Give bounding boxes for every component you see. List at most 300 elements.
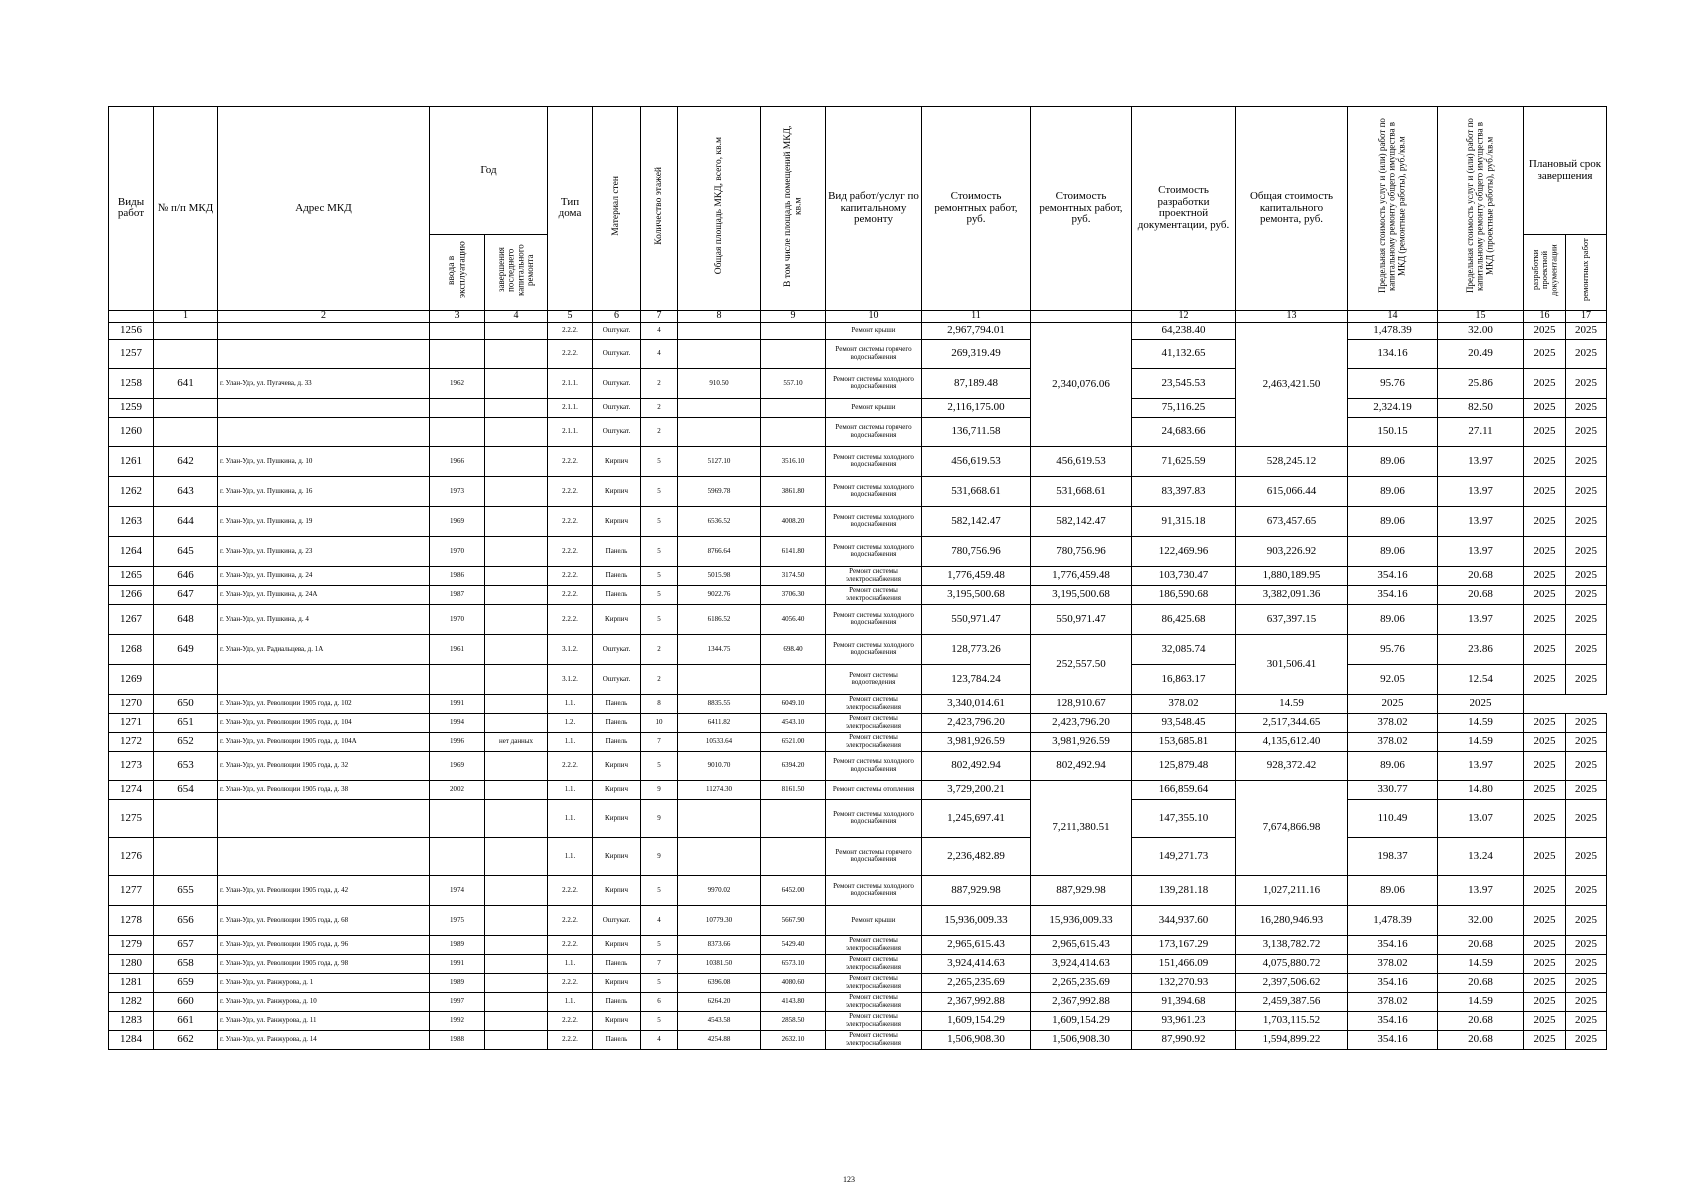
row-repair-cost: 2,116,175.00	[922, 398, 1031, 417]
row-id: 1270	[109, 694, 154, 713]
row-floors: 4	[641, 1030, 678, 1049]
row-id: 1274	[109, 780, 154, 799]
row-project-cost: 166,859.64	[1132, 780, 1236, 799]
row-repair-cost-total: 2,367,992.88	[1031, 992, 1132, 1011]
row-year-built: 1987	[430, 585, 485, 604]
row-project-cost: 64,238.40	[1132, 322, 1236, 339]
row-total-cost: 4,075,880.72	[1236, 954, 1348, 973]
row-house-type: 2.2.2.	[548, 1030, 593, 1049]
row-year-built: 1996	[430, 732, 485, 751]
row-repair-cost-total: 2,965,615.43	[1031, 935, 1132, 954]
row-wall-material: Кирпич	[593, 799, 641, 837]
row-repair-cost: 1,506,908.30	[922, 1030, 1031, 1049]
row-year-repair: 2025	[1566, 417, 1607, 446]
row-id: 1275	[109, 799, 154, 837]
header-planovyi-srok: Плановый срок завершения	[1524, 107, 1607, 235]
row-year-last-repair	[485, 339, 548, 368]
row-address: г. Улан-Удэ, ул. Пушкина, д. 24	[218, 566, 430, 585]
row-house-type: 2.2.2.	[548, 1011, 593, 1030]
row-year-built	[430, 799, 485, 837]
table-row	[109, 973, 1607, 992]
row-repair-cost-total: 1,776,459.48	[1031, 566, 1132, 585]
row-limit-repair: 92.05	[1348, 664, 1438, 694]
row-limit-project: 23.86	[1438, 634, 1524, 664]
row-project-cost: 91,315.18	[1132, 506, 1236, 536]
row-project-cost: 86,425.68	[1132, 604, 1236, 634]
row-total-cost: 3,382,091.36	[1236, 585, 1348, 604]
row-house-type: 2.2.2.	[548, 585, 593, 604]
row-wall-material: Панель	[593, 992, 641, 1011]
row-year-repair: 2025	[1566, 446, 1607, 476]
table-row	[109, 751, 1607, 780]
row-project-cost: 147,355.10	[1132, 799, 1236, 837]
row-mkd-number: 645	[154, 536, 218, 566]
row-limit-repair: 378.02	[1348, 992, 1438, 1011]
row-wall-material: Панель	[593, 536, 641, 566]
row-premises-area	[761, 837, 826, 875]
header-god: Год	[430, 107, 548, 235]
row-year-last-repair	[485, 713, 548, 732]
row-year-project: 2025	[1524, 536, 1566, 566]
row-premises-area: 5667.90	[761, 905, 826, 935]
row-wall-material: Кирпич	[593, 935, 641, 954]
row-floors: 5	[641, 566, 678, 585]
row-work-type: Ремонт системы холодного водоснабжения	[826, 536, 922, 566]
row-house-type: 2.2.2.	[548, 536, 593, 566]
row-project-cost: 23,545.53	[1132, 368, 1236, 398]
row-year-last-repair	[485, 446, 548, 476]
row-year-built: 1969	[430, 506, 485, 536]
row-work-type: Ремонт системы электроснабжения	[826, 585, 922, 604]
table-row	[109, 322, 1607, 339]
row-repair-cost: 3,729,200.21	[922, 780, 1031, 799]
row-limit-project: 13.07	[1438, 799, 1524, 837]
row-project-cost: 132,270.93	[1132, 973, 1236, 992]
row-limit-project: 13.97	[1438, 604, 1524, 634]
header-vvoda: ввода в эксплуатацию	[430, 235, 485, 311]
row-repair-cost-total: 582,142.47	[1031, 506, 1132, 536]
column-number: 17	[1566, 310, 1607, 322]
row-id: 1273	[109, 751, 154, 780]
row-repair-cost-group: 252,557.50	[1031, 634, 1132, 694]
row-repair-cost-total: 2,265,235.69	[1031, 973, 1132, 992]
row-wall-material: Оштукат.	[593, 417, 641, 446]
row-premises-area: 6521.00	[761, 732, 826, 751]
row-premises-area: 4080.60	[761, 973, 826, 992]
row-repair-cost: 123,784.24	[922, 664, 1031, 694]
row-wall-material: Кирпич	[593, 1011, 641, 1030]
row-address: г. Улан-Удэ, ул. Пушкина, д. 19	[218, 506, 430, 536]
header-obshaya-stoimost: Общая стоимость капитального ремонта, руб.	[1236, 107, 1348, 311]
column-number	[1031, 310, 1132, 322]
row-year-project: 2025	[1524, 604, 1566, 634]
row-total-cost-group: 301,506.41	[1236, 634, 1348, 694]
row-year-built: 1991	[430, 694, 485, 713]
row-floors: 10	[641, 713, 678, 732]
header-obshaya-ploshad: Общая площадь МКД, всего, кв.м	[678, 107, 761, 311]
row-year-repair: 2025	[1566, 634, 1607, 664]
row-address: г. Улан-Удэ, ул. Пушкина, д. 16	[218, 476, 430, 506]
row-repair-cost-total: 15,936,009.33	[1031, 905, 1132, 935]
row-year-built: 1970	[430, 604, 485, 634]
row-premises-area: 6394.20	[761, 751, 826, 780]
row-limit-project: 20.49	[1438, 339, 1524, 368]
row-year-built	[430, 322, 485, 339]
row-work-type: Ремонт системы холодного водоснабжения	[826, 476, 922, 506]
row-limit-repair: 354.16	[1348, 585, 1438, 604]
row-premises-area: 4008.20	[761, 506, 826, 536]
row-repair-cost-group: 2,340,076.06	[1031, 322, 1132, 446]
row-address: г. Улан-Удэ, ул. Революции 1905 года, д. 68	[218, 905, 430, 935]
table-row	[109, 566, 1607, 585]
row-limit-project: 12.54	[1438, 664, 1524, 694]
row-wall-material: Кирпич	[593, 751, 641, 780]
row-mkd-number	[154, 339, 218, 368]
header-etazhey: Количество этажей	[641, 107, 678, 311]
row-limit-repair: 1,478.39	[1348, 905, 1438, 935]
row-house-type: 2.2.2.	[548, 935, 593, 954]
row-work-type: Ремонт системы электроснабжения	[826, 973, 922, 992]
row-limit-project: 14.59	[1438, 713, 1524, 732]
row-address: г. Улан-Удэ, ул. Пушкина, д. 4	[218, 604, 430, 634]
row-mkd-number: 656	[154, 905, 218, 935]
row-total-area: 6411.82	[678, 713, 761, 732]
row-year-project: 2025	[1524, 446, 1566, 476]
row-repair-cost: 802,492.94	[922, 751, 1031, 780]
row-year-last-repair	[485, 368, 548, 398]
table-row	[109, 713, 1607, 732]
row-premises-area	[761, 799, 826, 837]
row-wall-material: Кирпич	[593, 506, 641, 536]
row-year-built: 1970	[430, 536, 485, 566]
row-year-last-repair	[485, 799, 548, 837]
row-year-built: 1988	[430, 1030, 485, 1049]
page-number: 123	[843, 1175, 855, 1184]
row-year-last-repair	[485, 780, 548, 799]
row-year-project: 2025	[1524, 398, 1566, 417]
row-house-type: 1.1.	[548, 837, 593, 875]
row-limit-repair: 89.06	[1348, 506, 1438, 536]
row-project-cost: 93,961.23	[1132, 1011, 1236, 1030]
table-row	[109, 732, 1607, 751]
row-project-cost: 87,990.92	[1132, 1030, 1236, 1049]
row-total-cost: 2,459,387.56	[1236, 992, 1348, 1011]
row-year-project: 2025	[1524, 322, 1566, 339]
row-premises-area: 557.10	[761, 368, 826, 398]
row-floors: 5	[641, 1011, 678, 1030]
row-mkd-number: 644	[154, 506, 218, 536]
row-limit-project: 32.00	[1438, 322, 1524, 339]
column-number: 13	[1236, 310, 1348, 322]
row-house-type: 3.1.2.	[548, 664, 593, 694]
row-limit-project: 14.59	[1438, 992, 1524, 1011]
header-vidy-rabot: Виды работ	[109, 107, 154, 311]
row-repair-cost: 87,189.48	[922, 368, 1031, 398]
table-row	[109, 799, 1607, 837]
row-year-project: 2025	[1524, 973, 1566, 992]
row-id: 1282	[109, 992, 154, 1011]
row-year-last-repair	[485, 417, 548, 446]
row-repair-cost-total: 550,971.47	[1031, 604, 1132, 634]
row-year-last-repair	[485, 476, 548, 506]
row-project-cost: 24,683.66	[1132, 417, 1236, 446]
row-total-area	[678, 799, 761, 837]
row-work-type: Ремонт системы электроснабжения	[826, 1030, 922, 1049]
row-house-type: 1.1.	[548, 732, 593, 751]
row-limit-repair: 354.16	[1348, 1030, 1438, 1049]
table-row	[109, 506, 1607, 536]
row-work-type: Ремонт системы холодного водоснабжения	[826, 506, 922, 536]
row-mkd-number: 643	[154, 476, 218, 506]
row-house-type: 1.1.	[548, 992, 593, 1011]
row-limit-project: 13.97	[1438, 875, 1524, 905]
row-limit-project: 14.59	[1438, 954, 1524, 973]
row-project-cost: 83,397.83	[1132, 476, 1236, 506]
column-number: 8	[678, 310, 761, 322]
row-address: г. Улан-Удэ, ул. Революции 1905 года, д. 38	[218, 780, 430, 799]
row-year-built	[430, 339, 485, 368]
row-id: 1271	[109, 713, 154, 732]
row-floors: 5	[641, 536, 678, 566]
row-wall-material: Оштукат.	[593, 398, 641, 417]
row-work-type: Ремонт системы холодного водоснабжения	[826, 446, 922, 476]
row-id: 1265	[109, 566, 154, 585]
row-year-repair: 2025	[1566, 322, 1607, 339]
row-mkd-number	[154, 398, 218, 417]
row-work-type: Ремонт системы холодного водоснабжения	[826, 875, 922, 905]
row-total-cost: 1,027,211.16	[1236, 875, 1348, 905]
row-year-built: 1966	[430, 446, 485, 476]
column-number: 4	[485, 310, 548, 322]
row-repair-cost: 3,340,014.61	[922, 694, 1031, 713]
row-id: 1279	[109, 935, 154, 954]
row-year-repair: 2025	[1566, 992, 1607, 1011]
row-limit-project: 20.68	[1438, 1011, 1524, 1030]
row-mkd-number: 652	[154, 732, 218, 751]
row-mkd-number	[154, 417, 218, 446]
row-year-project: 2025	[1524, 476, 1566, 506]
table-row	[109, 536, 1607, 566]
row-work-type: Ремонт системы холодного водоснабжения	[826, 368, 922, 398]
row-repair-cost: 2,367,992.88	[922, 992, 1031, 1011]
row-limit-repair: 134.16	[1348, 339, 1438, 368]
row-wall-material: Панель	[593, 694, 641, 713]
row-total-area	[678, 339, 761, 368]
column-number: 15	[1438, 310, 1524, 322]
header-razrabotki: разработки проектной документации	[1524, 235, 1566, 311]
table-row	[109, 905, 1607, 935]
row-year-project: 2025	[1524, 339, 1566, 368]
row-year-repair: 2025	[1566, 604, 1607, 634]
row-limit-project: 13.97	[1438, 476, 1524, 506]
row-year-built: 1973	[430, 476, 485, 506]
row-work-type: Ремонт системы электроснабжения	[826, 954, 922, 973]
header-adres: Адрес МКД	[218, 107, 430, 311]
row-project-cost: 93,548.45	[1132, 713, 1236, 732]
table-row	[109, 398, 1607, 417]
row-id: 1266	[109, 585, 154, 604]
row-id: 1263	[109, 506, 154, 536]
table-row	[109, 339, 1607, 368]
row-total-cost: 928,372.42	[1236, 751, 1348, 780]
row-limit-project: 32.00	[1438, 905, 1524, 935]
row-premises-area: 4543.10	[761, 713, 826, 732]
row-address	[218, 417, 430, 446]
table-row	[109, 417, 1607, 446]
row-year-last-repair	[485, 398, 548, 417]
column-numbers-row	[109, 310, 1607, 322]
row-year-project: 2025	[1524, 751, 1566, 780]
row-year-project: 2025	[1524, 713, 1566, 732]
row-house-type: 2.2.2.	[548, 506, 593, 536]
row-limit-repair: 378.02	[1348, 954, 1438, 973]
capital-repair-table	[108, 106, 1607, 1050]
row-address: г. Улан-Удэ, ул. Революции 1905 года, д. 98	[218, 954, 430, 973]
row-premises-area: 3516.10	[761, 446, 826, 476]
column-number: 11	[922, 310, 1031, 322]
row-house-type: 2.1.1.	[548, 398, 593, 417]
row-year-repair: 2025	[1566, 476, 1607, 506]
row-address: г. Улан-Удэ, ул. Пушкина, д. 10	[218, 446, 430, 476]
row-work-type: Ремонт крыши	[826, 322, 922, 339]
row-house-type: 2.2.2.	[548, 875, 593, 905]
row-premises-area: 3706.30	[761, 585, 826, 604]
row-wall-material: Панель	[593, 585, 641, 604]
row-repair-cost-total: 802,492.94	[1031, 751, 1132, 780]
row-work-type: Ремонт системы электроснабжения	[826, 935, 922, 954]
row-total-cost: 1,594,899.22	[1236, 1030, 1348, 1049]
row-work-type: Ремонт системы электроснабжения	[826, 992, 922, 1011]
row-floors: 2	[641, 634, 678, 664]
row-year-built: 1989	[430, 935, 485, 954]
row-total-cost: 2,517,344.65	[1236, 713, 1348, 732]
row-id: 1267	[109, 604, 154, 634]
row-total-area: 8766.64	[678, 536, 761, 566]
row-house-type: 1.1.	[548, 799, 593, 837]
row-project-cost: 71,625.59	[1132, 446, 1236, 476]
row-id: 1260	[109, 417, 154, 446]
row-repair-cost-total: 3,924,414.63	[1031, 954, 1132, 973]
row-floors: 5	[641, 875, 678, 905]
row-limit-repair: 1,478.39	[1348, 322, 1438, 339]
row-house-type: 2.2.2.	[548, 751, 593, 780]
row-year-last-repair	[485, 973, 548, 992]
row-project-cost: 32,085.74	[1132, 634, 1236, 664]
row-mkd-number	[154, 322, 218, 339]
row-floors: 5	[641, 935, 678, 954]
row-id: 1284	[109, 1030, 154, 1049]
row-work-type: Ремонт системы водоотведения	[826, 664, 922, 694]
row-limit-repair: 354.16	[1348, 1011, 1438, 1030]
row-repair-cost: 531,668.61	[922, 476, 1031, 506]
table-row	[109, 694, 1607, 713]
row-repair-cost-total: 1,609,154.29	[1031, 1011, 1132, 1030]
row-wall-material: Кирпич	[593, 973, 641, 992]
row-mkd-number: 658	[154, 954, 218, 973]
row-mkd-number: 647	[154, 585, 218, 604]
row-floors: 5	[641, 604, 678, 634]
row-year-project: 2025	[1524, 566, 1566, 585]
row-address: г. Улан-Удэ, ул. Революции 1905 года, д. 32	[218, 751, 430, 780]
row-limit-repair: 378.02	[1348, 732, 1438, 751]
row-total-area	[678, 398, 761, 417]
row-total-area: 8835.55	[678, 694, 761, 713]
row-repair-cost: 780,756.96	[922, 536, 1031, 566]
row-address: г. Улан-Удэ, ул. Ранжурова, д. 11	[218, 1011, 430, 1030]
row-floors: 5	[641, 751, 678, 780]
row-repair-cost-total: 3,195,500.68	[1031, 585, 1132, 604]
row-total-area: 5969.78	[678, 476, 761, 506]
row-year-repair: 2025	[1566, 1030, 1607, 1049]
row-year-repair: 2025	[1566, 585, 1607, 604]
row-limit-repair: 89.06	[1348, 446, 1438, 476]
row-address	[218, 799, 430, 837]
row-year-last-repair	[485, 935, 548, 954]
column-number: 6	[593, 310, 641, 322]
row-work-type: Ремонт системы электроснабжения	[826, 732, 922, 751]
header-stoimost-rem-2: Стоимость ремонтных работ, руб.	[1031, 107, 1132, 311]
row-limit-repair: 354.16	[1348, 973, 1438, 992]
row-limit-repair: 354.16	[1348, 566, 1438, 585]
row-project-cost: 173,167.29	[1132, 935, 1236, 954]
row-limit-project: 14.59	[1236, 694, 1348, 713]
row-id: 1257	[109, 339, 154, 368]
row-year-repair: 2025	[1566, 954, 1607, 973]
row-repair-cost: 2,236,482.89	[922, 837, 1031, 875]
row-year-project: 2025	[1348, 694, 1438, 713]
table-row	[109, 837, 1607, 875]
row-year-built	[430, 837, 485, 875]
table-row	[109, 604, 1607, 634]
row-total-cost: 4,135,612.40	[1236, 732, 1348, 751]
header-remontnyh: ремонтных работ	[1566, 235, 1607, 311]
row-year-last-repair	[485, 664, 548, 694]
row-year-repair: 2025	[1566, 875, 1607, 905]
row-total-area: 10779.30	[678, 905, 761, 935]
row-id: 1277	[109, 875, 154, 905]
row-year-repair: 2025	[1566, 339, 1607, 368]
row-year-project: 2025	[1524, 875, 1566, 905]
row-address	[218, 837, 430, 875]
row-id: 1268	[109, 634, 154, 664]
row-id: 1259	[109, 398, 154, 417]
column-number: 12	[1132, 310, 1236, 322]
row-address	[218, 322, 430, 339]
row-id: 1262	[109, 476, 154, 506]
row-total-area: 6536.52	[678, 506, 761, 536]
row-total-cost: 1,880,189.95	[1236, 566, 1348, 585]
row-limit-repair: 378.02	[1132, 694, 1236, 713]
row-year-built: 1997	[430, 992, 485, 1011]
table-row	[109, 634, 1607, 664]
column-number	[109, 310, 154, 322]
row-year-last-repair	[485, 837, 548, 875]
header-predelnaya-rem: Предельная стоимость услуг и (или) работ по капитальному ремонту общего имущества в МКД (ремонтные работы), руб./кв.м	[1348, 107, 1438, 311]
row-total-area: 1344.75	[678, 634, 761, 664]
column-number: 10	[826, 310, 922, 322]
row-work-type: Ремонт системы горячего водоснабжения	[826, 837, 922, 875]
row-limit-repair: 95.76	[1348, 634, 1438, 664]
row-year-last-repair	[485, 1030, 548, 1049]
row-total-area: 10533.64	[678, 732, 761, 751]
row-year-repair: 2025	[1566, 1011, 1607, 1030]
row-work-type: Ремонт системы электроснабжения	[826, 713, 922, 732]
row-repair-cost-group: 7,211,380.51	[1031, 780, 1132, 875]
header-v-tom-chisle: В том числе площадь помещений МКД, кв.м	[761, 107, 826, 311]
row-address: г. Улан-Удэ, ул. Революции 1905 года, д. 104А	[218, 732, 430, 751]
row-year-repair: 2025	[1566, 664, 1607, 694]
row-repair-cost-total: 780,756.96	[1031, 536, 1132, 566]
